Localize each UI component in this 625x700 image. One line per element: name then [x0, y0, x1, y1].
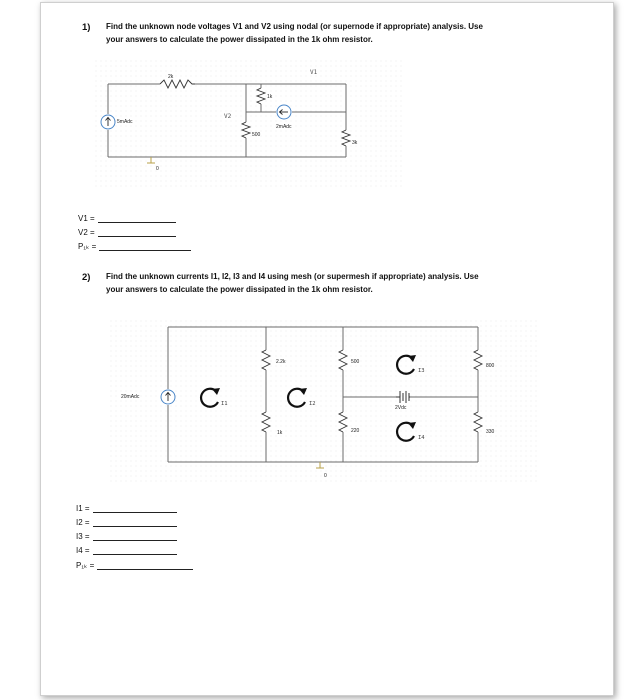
q1-answer-v2[interactable] [78, 228, 176, 237]
q1-text-line2: your answers to calculate the power dissipated in the 1k ohm resistor. [106, 35, 373, 44]
q2-label-20mAdc: 20mAdc [121, 394, 140, 400]
q2-label-2Vdc: 2Vdc [395, 405, 407, 411]
q2-label-I1: I1 [221, 401, 228, 407]
q1-text-line1: Find the unknown node voltages V1 and V2 using nodal (or supernode if appropriate) analysis. Use [106, 22, 483, 31]
q2-label-I2: I2 [309, 401, 316, 407]
q2-source-20mA [161, 390, 175, 404]
q1-label-1k: 1k [267, 94, 273, 100]
q2-answer-i3-label: I3 = [76, 532, 90, 541]
q2-answer-i2-label: I2 = [76, 518, 90, 527]
q2-label-220: 220 [351, 428, 360, 434]
q2-answer-i4[interactable] [76, 546, 177, 555]
q2-answer-p1k[interactable] [76, 561, 193, 570]
q2-text-line1: Find the unknown currents I1, I2, I3 and I4 using mesh (or supermesh if appropriate) analysis. Use [106, 272, 479, 281]
q1-source-2mA [277, 105, 291, 119]
q2-answer-i3[interactable] [76, 532, 177, 541]
q1-answer-p1k[interactable] [78, 242, 191, 251]
q1-answer-v1[interactable] [78, 214, 176, 223]
q2-answer-i4-label: I4 = [76, 546, 90, 555]
q1-answer-p1k-label: P₁ₖ = [78, 242, 97, 251]
q1-answer-v2-label: V2 = [78, 228, 95, 237]
q1-label-3k: 3k [352, 140, 358, 146]
q1-source-5mA [101, 115, 115, 129]
q1-number: 1) [82, 22, 91, 33]
q1-label-ground: 0 [156, 166, 159, 172]
q2-label-I4: I4 [418, 435, 425, 441]
q1-label-v2: V2 [224, 113, 232, 120]
q2-number: 2) [82, 272, 91, 283]
q2-label-ground: 0 [324, 473, 327, 479]
q1-answer-v1-label: V1 = [78, 214, 95, 223]
q1-label-2mAdc: 2mAdc [276, 124, 292, 130]
q2-answer-i1-label: I1 = [76, 504, 90, 513]
q2-label-I3: I3 [418, 368, 425, 374]
q2-answer-i2[interactable] [76, 518, 177, 527]
q2-text-line2: your answers to calculate the power dissipated in the 1k ohm resistor. [106, 285, 373, 294]
q1-label-500: 500 [252, 132, 261, 138]
q2-label-800: 800 [486, 363, 495, 369]
q1-label-5mAdc: 5mAdc [117, 119, 133, 125]
q2-label-2.2k: 2.2k [276, 359, 286, 365]
q1-label-v1: V1 [310, 69, 318, 76]
q2-answer-p1k-label: P₁ₖ = [76, 561, 95, 570]
q1-label-2k: 2k [168, 74, 174, 80]
q2-label-500: 500 [351, 359, 360, 365]
q1-schematic-grid [95, 60, 405, 190]
q2-answer-i1[interactable] [76, 504, 177, 513]
q2-label-330: 330 [486, 429, 495, 435]
q2-label-1k: 1k [277, 430, 283, 436]
